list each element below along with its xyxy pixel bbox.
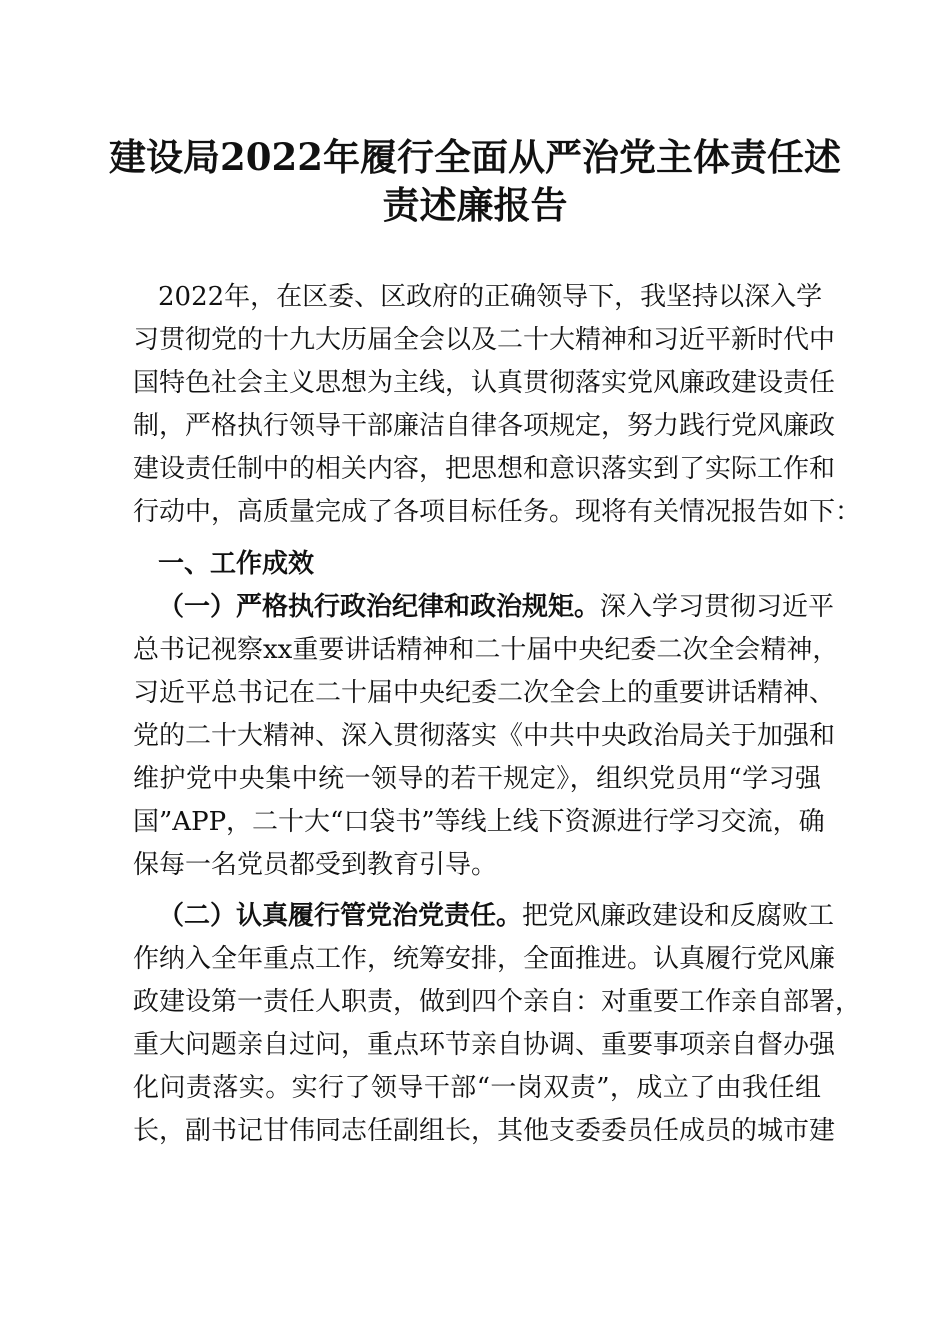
text-line: 长，副书记甘伟同志任副组长，其他支委委员任成员的城市建 <box>133 1116 836 1146</box>
subsection-text: 深入学习贯彻习近平 <box>600 592 835 622</box>
text-line: 习近平总书记在二十届中央纪委二次全会上的重要讲话精神、 <box>133 678 836 708</box>
text-line: 总书记视察xx重要讲话精神和二十届中央纪委二次全会精神， <box>133 635 839 665</box>
document-title <box>0 133 950 229</box>
text-line: 制，严格执行领导干部廉洁自律各项规定，努力践行党风廉政 <box>133 411 836 441</box>
text-line: 2022年，在区委、区政府的正确领导下，我坚持以深入学 <box>158 282 823 312</box>
text-line: 化问责落实。实行了领导干部“一岗双责”，成立了由我任组 <box>133 1073 821 1103</box>
text-line: 习贯彻党的十九大历届全会以及二十大精神和习近平新时代中 <box>133 325 836 355</box>
text-line: 党的二十大精神、深入贯彻落实《中共中央政治局关于加强和 <box>133 721 836 751</box>
section-heading: 一、工作成效 <box>158 549 315 579</box>
text-line: 重大问题亲自过问，重点环节亲自协调、重要事项亲自督办强 <box>133 1030 836 1060</box>
text-line: 建设责任制中的相关内容，把思想和意识落实到了实际工作和 <box>133 454 836 484</box>
subsection-paragraph <box>133 586 839 887</box>
text-line: 维护党中央集中统一领导的若干规定》，组织党员用“学习强 <box>133 764 821 794</box>
title-line: 建设局2022年履行全面从严治党主体责任述 <box>109 135 841 179</box>
subsection-text: 把党风廉政建设和反腐败工 <box>522 901 835 931</box>
text-line <box>133 586 835 629</box>
text-line: 国”APP，二十大“口袋书”等线上线下资源进行学习交流，确 <box>133 807 825 837</box>
text-line: 保每一名党员都受到教育引导。 <box>133 850 498 880</box>
text-line: 政建设第一责任人职责，做到四个亲自：对重要工作亲自部署， <box>133 987 862 1017</box>
subsection-paragraph <box>133 895 862 1153</box>
intro-paragraph <box>133 276 862 534</box>
text-line: 作纳入全年重点工作，统筹安排，全面推进。认真履行党风廉 <box>133 944 836 974</box>
text-line <box>133 895 835 938</box>
title-line: 责述廉报告 <box>382 183 568 227</box>
text-line: 行动中，高质量完成了各项目标任务。现将有关情况报告如下： <box>133 497 862 527</box>
subsection-lead: （二）认真履行管党治党责任。 <box>158 901 523 931</box>
document-body <box>133 276 862 1153</box>
subsection-lead: （一）严格执行政治纪律和政治规矩。 <box>158 592 601 622</box>
text-line: 国特色社会主义思想为主线，认真贯彻落实党风廉政建设责任 <box>133 368 836 398</box>
